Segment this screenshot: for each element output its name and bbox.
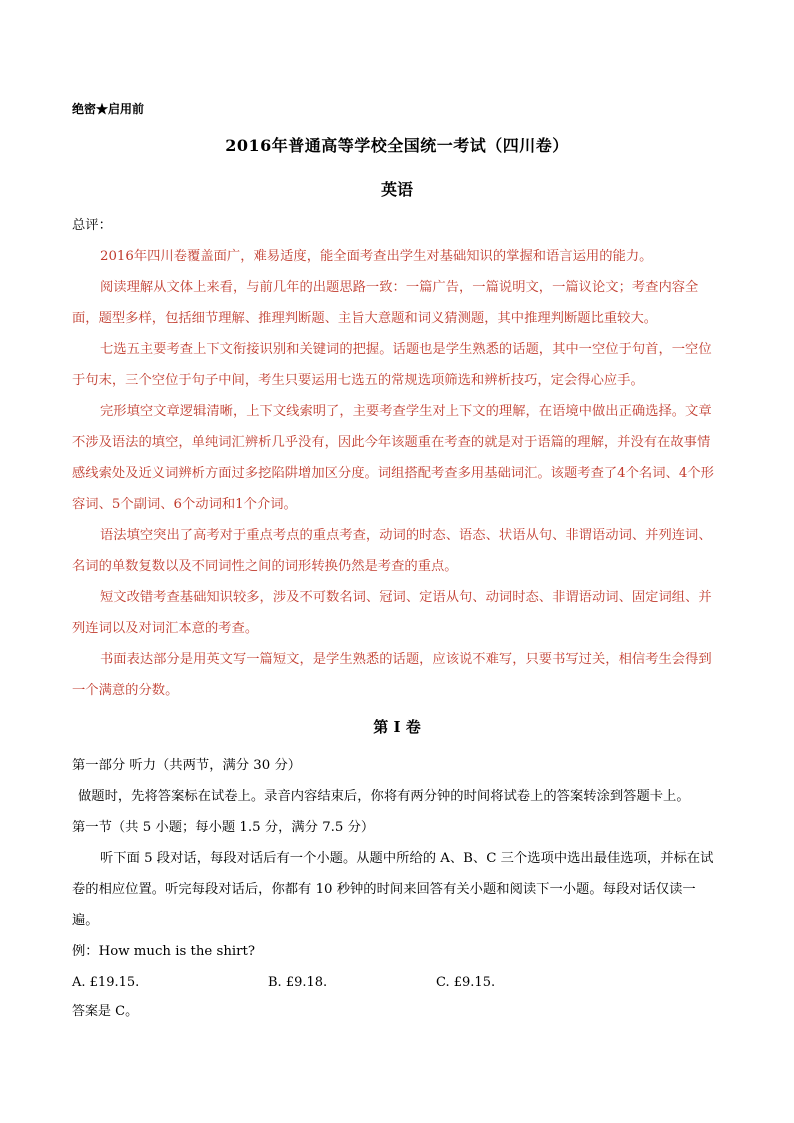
review-paragraph-4: 完形填空文章逻辑清晰，上下文线索明了，主要考查学生对上下文的理解，在语境中做出正确选择。文章不涉及语法的填空，单纯词汇辨析几乎没有，因此今年该题重在考查的就是对于语篇的理解，并没有在故事情感线索处及近义词辨析方面过多挖陷阱增加区分度。词组搭配考查多用基础词汇。该题考查了4个名词、4个形容词、5个副词、6个动词和1个介词。 bbox=[72, 404, 714, 512]
part1-heading: 第一部分 听力（共两节，满分 30 分） bbox=[72, 758, 302, 773]
listening-section bbox=[72, 750, 722, 967]
exam-title: 2016年普通高等学校全国统一考试（四川卷） bbox=[225, 136, 569, 155]
confidential-label: 绝密★启用前 bbox=[72, 102, 145, 116]
review-heading: 总评： bbox=[72, 218, 112, 233]
option-c: C. £9.15. bbox=[436, 975, 496, 990]
review-section bbox=[72, 210, 722, 706]
review-paragraph-7: 书面表达部分是用英文写一篇短文，是学生熟悉的话题，应该说不难写，只要书写过关，相信考生会得到一个满意的分数。 bbox=[72, 652, 712, 698]
review-paragraph-5: 语法填空突出了高考对于重点考点的重点考查，动词的时态、语态、状语从句、非谓语动词、并列连词、名词的单数复数以及不同词性之间的词形转换仍然是考查的重点。 bbox=[72, 528, 712, 574]
part1-note: 做题时，先将答案标在试卷上。录音内容结束后，你将有两分钟的时间将试卷上的答案转涂到答题卡上。 bbox=[78, 789, 690, 804]
option-b: B. £9.18. bbox=[268, 975, 328, 990]
example-answer: 答案是 C。 bbox=[72, 1004, 139, 1019]
option-a: A. £19.15. bbox=[72, 975, 140, 990]
review-paragraph-6: 短文改错考查基础知识较多，涉及不可数名词、冠词、定语从句、动词时态、非谓语动词、固定词组、并列连词以及对词汇本意的考查。 bbox=[72, 590, 712, 636]
subject-title: 英语 bbox=[380, 180, 413, 199]
volume-heading: 第 I 卷 bbox=[373, 718, 421, 736]
section1-heading: 第一节（共 5 小题；每小题 1.5 分，满分 7.5 分） bbox=[72, 820, 375, 835]
review-paragraph-3: 七选五主要考查上下文衔接识别和关键词的把握。话题也是学生熟悉的话题，其中一空位于句首，一空位于句末，三个空位于句子中间，考生只要运用七选五的常规选项筛选和辨析技巧，定会得心应手。 bbox=[72, 342, 712, 388]
section1-instructions: 听下面 5 段对话，每段对话后有一个小题。从题中所给的 A、B、C 三个选项中选出最佳选项，并标在试卷的相应位置。听完每段对话后，你都有 10 秒钟的时间来回答有关小题和阅读下一小题。每段对话仅读一遍。 bbox=[72, 851, 714, 928]
example-question: 例：How much is the shirt? bbox=[72, 944, 255, 959]
review-paragraph-2: 阅读理解从文体上来看，与前几年的出题思路一致：一篇广告，一篇说明文，一篇议论文；考查内容全面，题型多样，包括细节理解、推理判断题、主旨大意题和词义猜测题，其中推理判断题比重较大。 bbox=[72, 280, 699, 326]
review-paragraph-1: 2016年四川卷覆盖面广，难易适度，能全面考查出学生对基础知识的掌握和语言运用的能力。 bbox=[100, 249, 653, 264]
